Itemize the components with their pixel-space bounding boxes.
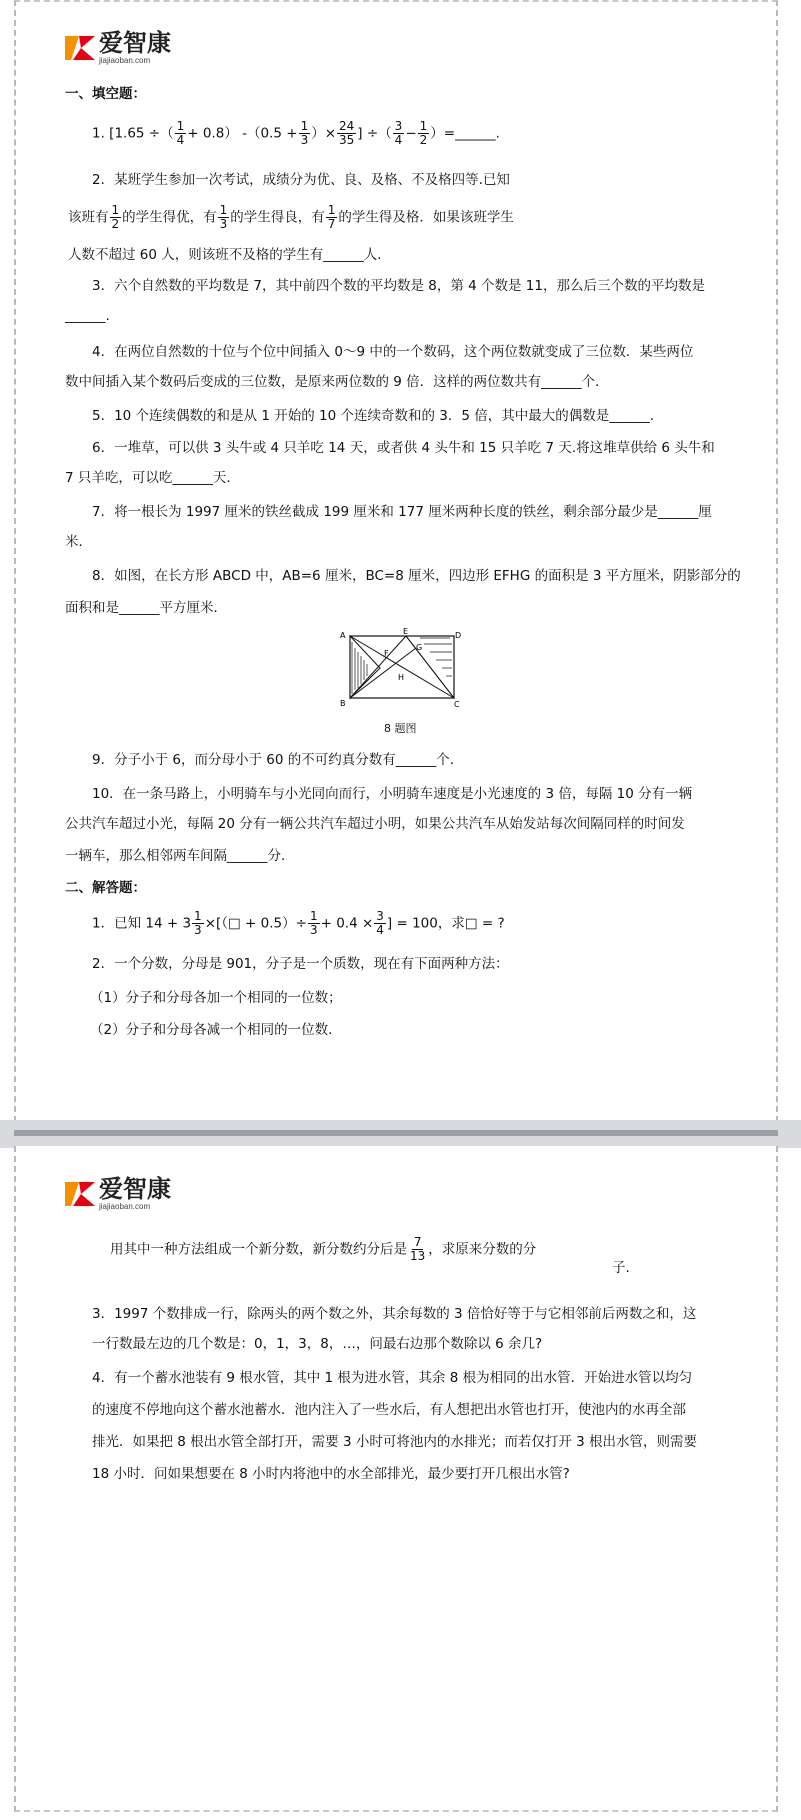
label-g: G xyxy=(416,643,423,652)
answer-4-line4: 18 小时．问如果想要在 8 小时内将池中的水全部排光，最少要打开几根出水管? xyxy=(92,1466,570,1482)
label-d: D xyxy=(455,631,462,640)
answer-3-line1: 3．1997 个数排成一行，除两头的两个数之外，其余每数的 3 倍恰好等于与它相邻前后两数之和，这 xyxy=(92,1306,697,1322)
question-4-line1: 4．在两位自然数的十位与个位中间插入 0～9 中的一个数码，这个两位数就变成了三位数．某些两位 xyxy=(92,344,694,360)
answer-3-line2: 一行数最左边的几个数是：0，1，3，8，…，问最右边那个数除以 6 余几? xyxy=(92,1336,543,1352)
answer-4-line3: 排光．如果把 8 根出水管全部打开，需要 3 小时可将池内的水排光；而若仅打开 3 根出水管，则需要 xyxy=(92,1434,698,1450)
question-10-line3: 一辆车，那么相邻两车间隔______分． xyxy=(65,848,295,864)
question-2-line1: 2．某班学生参加一次考试，成绩分为优、良、及格、不及格四等.已知 xyxy=(92,172,510,188)
brand-logo-2 xyxy=(65,1176,171,1211)
logo-mark-icon-2 xyxy=(65,1178,95,1210)
answer-2-option-2: （2）分子和分母各减一个相同的一位数． xyxy=(90,1022,342,1038)
question-8-line1: 8．如图，在长方形 ABCD 中，AB=6 厘米，BC=8 厘米，四边形 EFHG 的面积是 3 平方厘米，阴影部分的 xyxy=(92,568,741,584)
question-2-line3: 人数不超过 60 人，则该班不及格的学生有______人． xyxy=(68,247,391,263)
answer-2-continuation: 用其中一种方法组成一个新分数，新分数约分后是 $\frac{7}{13}$ ，求原来分数的分 xyxy=(110,1235,537,1263)
answer-4-line1: 4．有一个蓄水池装有 9 根水管，其中 1 根为进水管，其余 8 根为相同的出水管．开始进水管以均匀 xyxy=(92,1370,693,1386)
question-8-line2: 面积和是______平方厘米． xyxy=(65,600,227,616)
question-9: 9．分子小于 6，而分母小于 60 的不可约真分数有______个． xyxy=(92,752,464,768)
question-3-line1: 3．六个自然数的平均数是 7，其中前四个数的平均数是 8，第 4 个数是 11，那么后三个数的平均数是 xyxy=(92,278,705,294)
label-f: F xyxy=(384,649,389,658)
question-6-line2: 7 只羊吃，可以吃______天． xyxy=(65,470,240,486)
question-2-line2: 该班有 $\frac{1}{2}$ 的学生得优，有 $\frac{1}{3}$ 的学生得良，有 $\frac{1}{7}$ 的学生得及格．如果该班学生 xyxy=(68,203,514,231)
question-10-line1: 10．在一条马路上，小明骑车与小光同向而行，小明骑车速度是小光速度的 3 倍，每隔 10 分有一辆 xyxy=(92,786,693,802)
question-6-line1: 6．一堆草，可以供 3 头牛或 4 只羊吃 14 天，或者供 4 头牛和 15 只羊吃 7 天.将这堆草供给 6 头牛和 xyxy=(92,440,715,456)
question-10-line2: 公共汽车超过小光，每隔 20 分有一辆公共汽车超过小明，如果公共汽车从始发站每次间隔同样的时间发 xyxy=(65,816,685,832)
answer-1: 1．已知 14 + 3 $\frac{1}{3}$ ×[（□ + 0.5）÷ $\frac{1}{3}$ + 0.4 × $\frac{3}{4}$ ] = 100，求□ = ? xyxy=(92,909,505,937)
label-c: C xyxy=(454,700,460,708)
brand-url-2: jiajiaoban.com xyxy=(99,1202,151,1211)
question-1: 1. [1.65 ÷（ $\frac{1}{4}$ + 0.8） -（0.5 + $\frac{1}{3}$ ）× $\frac{24}{35}$ ] ÷（ $\frac{3}{4}$ − $\frac{1}{2}$ ）=______. xyxy=(92,119,500,147)
brand-url: jiajiaoban.com xyxy=(99,56,151,65)
label-b: B xyxy=(340,699,346,708)
answer-4-line2: 的速度不停地向这个蓄水池蓄水．池内注入了一些水后，有人想把出水管也打开，使池内的水再全部 xyxy=(92,1402,686,1418)
question-7-line2: 米． xyxy=(65,534,92,550)
shaded-triangle-right xyxy=(406,636,454,698)
figure-caption: 8 题图 xyxy=(384,722,417,735)
page-separator xyxy=(0,1120,801,1148)
section1-title: 一、填空题： xyxy=(65,86,146,102)
brand-logo xyxy=(65,30,171,65)
brand-name-2: 爱智康 xyxy=(99,1175,171,1203)
answer-2-line1: 2．一个分数，分母是 901，分子是一个质数，现在有下面两种方法： xyxy=(92,956,509,972)
question-5: 5．10 个连续偶数的和是从 1 开始的 10 个连续奇数和的 3．5 倍，其中最大的偶数是______. xyxy=(92,408,655,424)
label-e: E xyxy=(403,628,409,636)
brand-name: 爱智康 xyxy=(99,29,171,57)
answer-2-continuation-end: 子. xyxy=(612,1260,630,1276)
label-a: A xyxy=(340,631,346,640)
rectangle-figure xyxy=(340,628,462,708)
question-4-line2: 数中间插入某个数码后变成的三位数，是原来两位数的 9 倍．这样的两位数共有______个． xyxy=(65,374,609,390)
label-h: H xyxy=(398,673,405,682)
question-3-line2: ______. xyxy=(65,308,110,324)
section2-title: 二、解答题： xyxy=(65,880,146,896)
question-7-line1: 7．将一根长为 1997 厘米的铁丝截成 199 厘米和 177 厘米两种长度的铁丝，剩余部分最少是______厘 xyxy=(92,504,712,520)
answer-2-option-1: （1）分子和分母各加一个相同的一位数； xyxy=(90,990,342,1006)
logo-mark-icon xyxy=(65,32,95,64)
